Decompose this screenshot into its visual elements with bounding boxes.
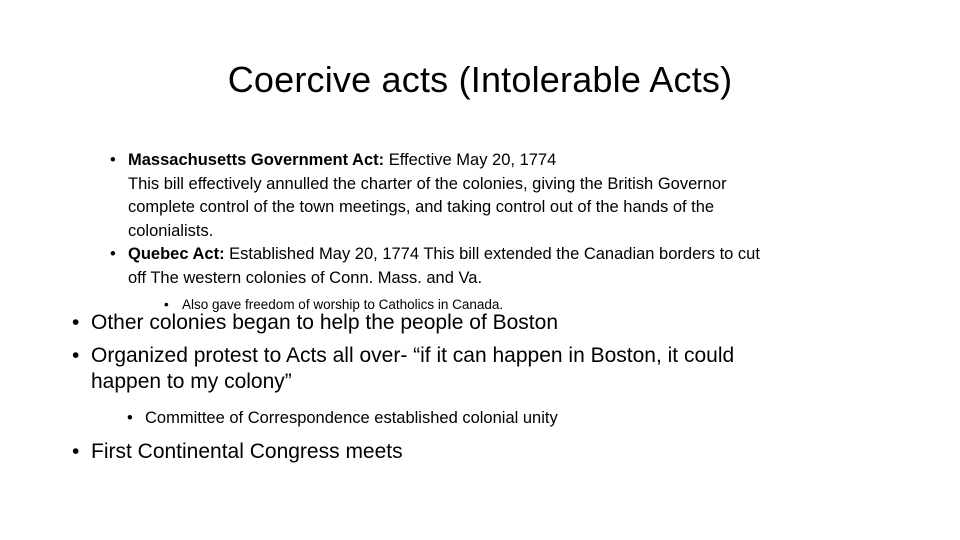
bullet-icon: • xyxy=(72,344,80,367)
point-text: First Continental Congress meets xyxy=(91,440,403,463)
list-item-organized-protest xyxy=(72,343,892,429)
bullet-icon: • xyxy=(127,409,133,427)
act-first-line xyxy=(128,149,900,173)
list-item-committee xyxy=(127,407,892,429)
point-text: Organized protest to Acts all over- “if it can happen in Boston, it could xyxy=(91,344,735,367)
acts-list xyxy=(110,149,900,315)
act-text: Effective May 20, 1774 xyxy=(384,151,557,169)
main-points-list xyxy=(72,310,892,465)
act-text: This bill effectively annulled the charter of the colonies, giving the British Governor xyxy=(128,174,727,193)
act-text: off The western colonies of Conn. Mass. and Va. xyxy=(128,268,483,287)
list-item-quebec-act xyxy=(110,243,900,315)
slide-title: Coercive acts (Intolerable Acts) xyxy=(227,59,733,100)
bullet-icon: • xyxy=(110,245,116,263)
sub-point-text: Also gave freedom of worship to Catholics in Canada. xyxy=(182,297,504,312)
act-text: colonialists. xyxy=(128,221,214,240)
act-text: Established May 20, 1774 This bill extended the Canadian borders to cut xyxy=(224,245,760,263)
bullet-icon: • xyxy=(110,151,116,169)
point-text: Other colonies began to help the people of Boston xyxy=(91,311,559,334)
bullet-icon: • xyxy=(72,311,80,334)
act-first-line xyxy=(128,243,900,267)
point-text: happen to my colony” xyxy=(91,370,292,393)
act-name: Massachusetts Government Act: xyxy=(128,151,385,169)
protest-sublist xyxy=(127,407,892,429)
list-item-continental-congress xyxy=(72,439,892,465)
sub-point-text: Committee of Correspondence established colonial unity xyxy=(145,409,558,427)
list-item-massachusetts-act xyxy=(110,149,900,243)
bullet-icon: • xyxy=(164,297,169,312)
act-name: Quebec Act: xyxy=(128,245,225,263)
list-item-colonies-help xyxy=(72,310,892,336)
act-text: complete control of the town meetings, and taking control out of the hands of the xyxy=(128,198,715,216)
bullet-icon: • xyxy=(72,440,80,463)
